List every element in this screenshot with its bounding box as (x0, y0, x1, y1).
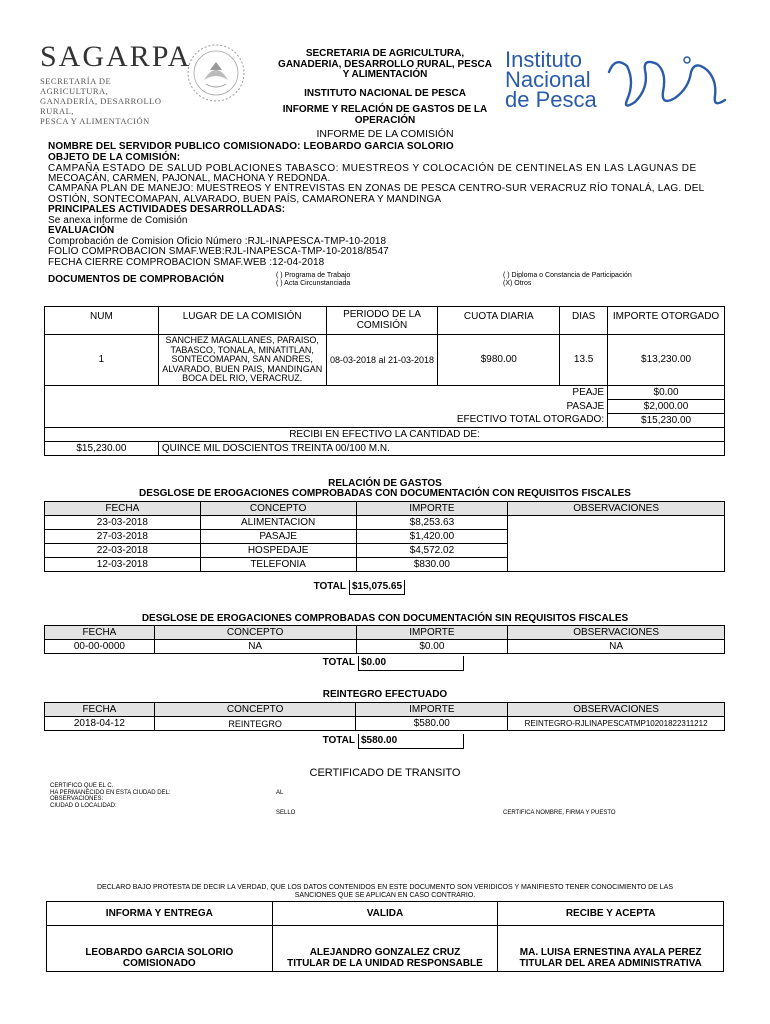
header-center-title (270, 49, 500, 126)
transit-sello: SELLO (276, 810, 296, 816)
declaration-line-2: SANCIONES QUE SE APLICAN EN CASO CONTRARIO. (294, 892, 476, 899)
doc-option-diploma: ( ) Diploma o Constancia de Participación (503, 272, 632, 279)
without-req-total-value: $0.00 (358, 656, 464, 671)
declaration (0, 884, 770, 900)
expense-concept: ALIMENTACION (200, 516, 356, 530)
signature-table (46, 901, 724, 972)
sagarpa-sub-2: GANADERÍA, DESARROLLO RURAL, (40, 96, 162, 116)
signature-name: LEOBARDO GARCIA SOLORIO (85, 947, 234, 958)
servant-label: NOMBRE DEL SERVIDOR PUBLICO COMISIONADO: (48, 141, 301, 152)
table-row (45, 640, 725, 654)
mexico-seal-icon (186, 42, 246, 104)
refund-title: REINTEGRO EFECTUADO (322, 689, 448, 700)
col-num: NUM (45, 307, 159, 335)
col-period: PERIODO DE LA COMISIÓN (326, 307, 438, 335)
refund-total-label: TOTAL (322, 735, 355, 746)
objective-line-3: CAMPAÑA PLAN DE MANEJO: MUESTREOS Y ENTREVISTAS EN ZONAS DE PESCA CENTRO-SUR VERACRUZ RÍO TONALÁ, LAG. DEL (48, 183, 705, 194)
total-granted-row (45, 413, 725, 427)
expense-concept: HOSPEDAJE (200, 544, 356, 558)
peaje-row (45, 385, 725, 399)
refund-total-value: $580.00 (358, 734, 464, 749)
peaje-label: PEAJE (45, 385, 608, 399)
refund-date: 2018-04-12 (45, 717, 155, 731)
col-import: IMPORTE (356, 703, 508, 717)
col-date: FECHA (45, 703, 155, 717)
expenses-without-req-table (44, 625, 725, 654)
refund-header-row (45, 703, 725, 717)
signature-name: MA. LUISA ERNESTINA AYALA PEREZ (519, 947, 702, 958)
refund-amount: $580.00 (356, 717, 508, 731)
signature-heading-informa: INFORMA Y ENTREGA (47, 902, 273, 926)
col-import: IMPORTE (356, 626, 508, 640)
doc-options-right (503, 272, 632, 288)
servant-line (48, 142, 724, 153)
expenses-with-req-table (44, 501, 725, 572)
transit-al: AL (276, 790, 284, 796)
total-granted-value: $15,230.00 (608, 413, 725, 427)
signature-valida (272, 926, 498, 972)
commission-period: 08-03-2018 al 21-03-2018 (326, 335, 438, 386)
evaluation-line-1: Comprobación de Comision Oficio Número :RJL-INAPESCA-TMP-10-2018 (48, 236, 387, 247)
with-req-total-label: TOTAL (313, 581, 346, 592)
signature-informa (47, 926, 273, 972)
commission-num: 1 (45, 335, 159, 386)
doc-option-work-program: ( ) Programa de Trabajo (276, 272, 351, 279)
without-req-total-label: TOTAL (322, 657, 355, 668)
expense-obs (508, 530, 725, 544)
signature-role: TITULAR DEL AREA ADMINISTRATIVA (519, 958, 702, 969)
inapesca-line-3: de Pesca (505, 87, 597, 112)
commission-days: 13.5 (560, 335, 608, 386)
commission-header-row (45, 307, 725, 335)
table-row (45, 516, 725, 530)
total-granted-label: EFECTIVO TOTAL OTORGADO: (45, 413, 608, 427)
evaluation-line-3: FECHA CIERRE COMPROBACION SMAF.WEB :12-04-2018 (48, 257, 325, 268)
expenses-header-row (45, 626, 725, 640)
activities-text: Se anexa informe de Comisión (48, 215, 188, 226)
col-place: LUGAR DE LA COMISIÓN (158, 307, 326, 335)
expense-amount: $0.00 (356, 640, 508, 654)
expense-amount: $8,253.63 (356, 516, 508, 530)
transit-title: CERTIFICADO DE TRANSITO (309, 767, 461, 779)
expense-obs: NA (508, 640, 725, 654)
inapesca-wave-icon (605, 52, 733, 112)
pasaje-label: PASAJE (45, 399, 608, 413)
objective-line-2: MECOACÁN, CARMEN, PAJONAL, MACHONA Y REDONDA. (48, 173, 331, 184)
objective-label: OBJETO DE LA COMISIÓN: (48, 152, 181, 163)
activities-label: PRINCIPALES ACTIVIDADES DESARROLLADAS: (48, 204, 286, 215)
table-row (45, 530, 725, 544)
expense-concept: PASAJE (200, 530, 356, 544)
refund-concept: REINTEGRO (154, 717, 356, 731)
refund-table (44, 702, 725, 731)
refund-obs: REINTEGRO-RJLINAPESCATMP10201822311212 (508, 717, 725, 731)
expense-obs (508, 558, 725, 572)
inapesca-line-2: Nacional (505, 67, 591, 92)
without-requirements-title: DESGLOSE DE EROGACIONES COMPROBADAS CON DOCUMENTACIÓN SIN REQUISITOS FISCALES (141, 613, 629, 624)
sagarpa-logo (40, 40, 192, 126)
doc-options-left (276, 272, 350, 288)
signature-name: ALEJANDRO GONZALEZ CRUZ (309, 947, 461, 958)
col-concept: CONCEPTO (154, 626, 356, 640)
header-line-3: Y ALIMENTACIÓN (342, 69, 428, 80)
expense-date: 12-03-2018 (45, 558, 201, 572)
with-req-total-value: $15,075.65 (349, 580, 405, 595)
table-row (45, 717, 725, 731)
peaje-value: $0.00 (608, 385, 725, 399)
transit-line-3: OBSERVACIONES: (50, 796, 104, 802)
evaluation-line-2: FOLIO COMPROBACION SMAF.WEB:RJL-INAPESCA-TMP-10-2018/8547 (48, 246, 389, 257)
col-observations: OBSERVACIONES (508, 626, 725, 640)
expense-concept: NA (154, 640, 356, 654)
expense-date: 00-00-0000 (45, 640, 155, 654)
commission-row (45, 335, 725, 386)
commission-daily-fee: $980.00 (438, 335, 560, 386)
header-line-6: OPERACIÓN (354, 114, 416, 126)
received-label: RECIBI EN EFECTIVO LA CANTIDAD DE: (45, 427, 725, 441)
signature-heading-recibe: RECIBE Y ACEPTA (498, 902, 724, 926)
signature-role: TITULAR DE LA UNIDAD RESPONSABLE (287, 958, 483, 969)
signature-role: COMISIONADO (122, 958, 196, 969)
expense-amount: $830.00 (356, 558, 508, 572)
transit-fields (50, 783, 171, 809)
col-concept: CONCEPTO (154, 703, 356, 717)
header-line-5: INFORME Y RELACIÓN DE GASTOS DE LA (282, 104, 488, 115)
table-row (45, 558, 725, 572)
received-amount: $15,230.00 (45, 441, 159, 455)
expense-date: 23-03-2018 (45, 516, 201, 530)
col-daily-fee: CUOTA DIARIA (438, 307, 560, 335)
transit-line-2: HA PERMANECIDO EN ESTA CIUDAD DEL: (50, 789, 171, 796)
sagarpa-wordmark: SAGARPA (40, 40, 192, 73)
signature-recibe (498, 926, 724, 972)
expenses-header-row (45, 502, 725, 516)
expense-date: 22-03-2018 (45, 544, 201, 558)
expense-amount: $1,420.00 (356, 530, 508, 544)
col-amount: IMPORTE OTORGADO (608, 307, 725, 335)
documents-label: DOCUMENTOS DE COMPROBACIÓN (48, 274, 224, 285)
col-date: FECHA (45, 502, 201, 516)
expense-obs (508, 544, 725, 558)
commission-table (44, 306, 725, 456)
expenses-title: RELACIÓN DE GASTOS (328, 478, 442, 489)
signature-heading-row (47, 902, 724, 926)
table-row (45, 544, 725, 558)
received-amount-row (45, 441, 725, 455)
col-observations: OBSERVACIONES (508, 502, 725, 516)
expense-amount: $4,572.02 (356, 544, 508, 558)
commission-place: SANCHEZ MAGALLANES, PARAISO, TABASCO, TONALA, MINATITLAN, SONTECOMAPAN, SAN ANDRES, ALVARADO, BUEN PAIS, MANDINGAN BOCA DEL RIO, VERACRUZ. (158, 335, 326, 386)
objective-line-4: OSTIÓN, SONTECOMAPAN, ALVARADO, BUEN PAÍS, CAMARONERA Y MANDINGA (48, 194, 442, 205)
col-observations: OBSERVACIONES (508, 703, 725, 717)
col-days: DIAS (560, 307, 608, 335)
col-import: IMPORTE (356, 502, 508, 516)
received-label-row (45, 427, 725, 441)
header-line-2: GANADERIA, DESARROLLO RURAL, PESCA (278, 58, 492, 70)
pasaje-row (45, 399, 725, 413)
commission-amount: $13,230.00 (608, 335, 725, 386)
transit-certifica: CERTIFICA NOMBRE, FIRMA Y PUESTO (503, 810, 616, 816)
inapesca-logo (505, 47, 735, 115)
declaration-line-1: DECLARO BAJO PROTESTA DE DECIR LA VERDAD, QUE LOS DATOS CONTENIDOS EN ESTE DOCUMENTO SON VERIDICOS Y MANIFIESTO TENER CONOCIMIENTO DE LAS (96, 884, 674, 891)
objective-line-1: CAMPAÑA ESTADO DE SALUD POBLACIONES TABASCO: MUESTREOS Y COLOCACIÓN DE CENTINELAS EN LAS LAGUNAS DE (48, 163, 697, 174)
received-words: QUINCE MIL DOSCIENTOS TREINTA 00/100 M.N. (158, 441, 724, 455)
signature-heading-valida: VALIDA (272, 902, 498, 926)
expense-obs (508, 516, 725, 530)
transit-line-4: CIUDAD O LOCALIDAD: (50, 802, 117, 809)
with-requirements-title: DESGLOSE DE EROGACIONES COMPROBADAS CON DOCUMENTACIÓN CON REQUISITOS FISCALES (139, 488, 631, 499)
sagarpa-sub-3: PESCA Y ALIMENTACIÓN (40, 116, 150, 126)
doc-option-otros: (X) Otros (503, 280, 532, 287)
inapesca-line-1: Instituto (505, 47, 583, 72)
signature-body-row (47, 926, 724, 972)
header-line-1: SECRETARIA DE AGRICULTURA, (305, 48, 465, 59)
col-date: FECHA (45, 626, 155, 640)
pasaje-value: $2,000.00 (608, 399, 725, 413)
col-concept: CONCEPTO (200, 502, 356, 516)
transit-line-1: CERTIFICO QUE EL C. (50, 783, 114, 789)
report-title: INFORME DE LA COMISIÓN (316, 128, 454, 140)
evaluation-label: EVALUACIÓN (48, 225, 115, 236)
doc-option-acta: ( ) Acta Circunstanciada (276, 280, 351, 287)
expense-concept: TELEFONIA (200, 558, 356, 572)
expense-date: 27-03-2018 (45, 530, 201, 544)
header-line-4: INSTITUTO NACIONAL DE PESCA (304, 87, 466, 99)
servant-name: LEOBARDO GARCIA SOLORIO (303, 141, 454, 152)
sagarpa-sub-1: SECRETARÍA DE AGRICULTURA, (40, 76, 112, 96)
